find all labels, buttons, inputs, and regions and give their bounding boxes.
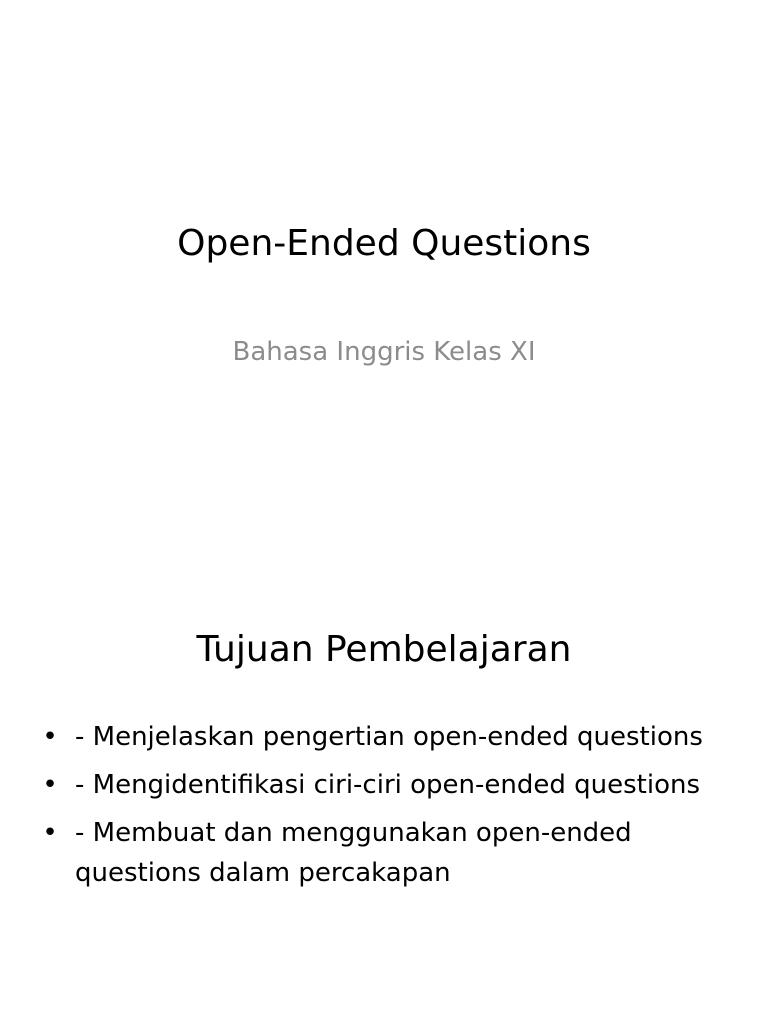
bullet-icon: •: [42, 770, 58, 800]
slide-subtitle: Bahasa Inggris Kelas XI: [232, 337, 536, 367]
objective-item: [40, 765, 740, 805]
objective-text: - Mengidentifikasi ciri-ciri open-ended questions: [75, 770, 701, 800]
objective-item: [40, 813, 740, 893]
objective-text: - Membuat dan menggunakan open-ended questions dalam percakapan: [75, 818, 632, 888]
objectives-title: Tujuan Pembelajaran: [196, 629, 572, 670]
bullet-icon: •: [42, 818, 58, 848]
objective-item: [40, 717, 740, 757]
bullet-icon: •: [42, 722, 58, 752]
slide-title: Open-Ended Questions: [177, 223, 591, 264]
objective-text: - Menjelaskan pengertian open-ended questions: [75, 722, 703, 752]
objectives-slide: [0, 512, 768, 1024]
objectives-list: [40, 717, 740, 901]
